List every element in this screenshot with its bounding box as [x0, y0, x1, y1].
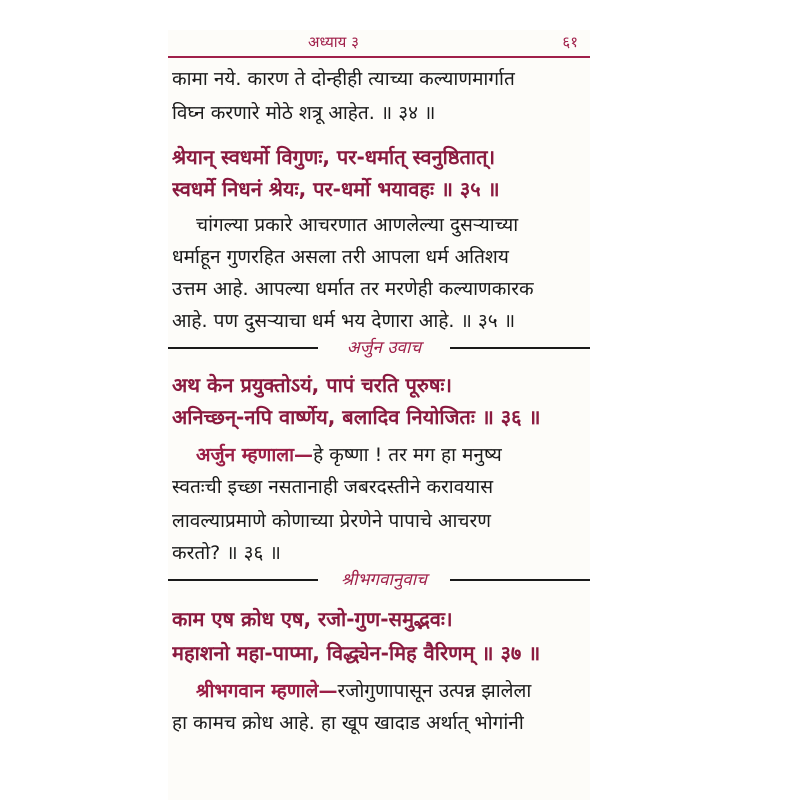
divider-label: अर्जुन उवाच	[346, 338, 422, 358]
text-line: उत्तम आहे. आपल्या धर्मात तर मरणेही कल्याणकारक	[172, 278, 534, 300]
text-line: विघ्न करणारे मोठे शत्रू आहेत. ॥ ३४ ॥	[172, 102, 436, 124]
speaker-label: श्रीभगवान म्हणाले—	[196, 680, 338, 702]
verse-line: अनिच्छन्-नपि वार्ष्णेय, बलादिव नियोजितः ॥ ३६ ॥	[172, 405, 541, 429]
text-line: हा कामच क्रोध आहे. हा खूप खादाड अर्थात् भोगांनी	[172, 712, 524, 734]
text-line: चांगल्या प्रकारे आचरणात आणलेल्या दुसऱ्याच्या	[196, 214, 519, 236]
text-line: कामा नये. कारण ते दोन्हीही त्याच्या कल्याणमार्गात	[172, 68, 515, 90]
verse-line: महाशनो महा-पाप्मा, विद्ध्येन-मिह वैरिणम् ॥ ३७ ॥	[172, 641, 541, 665]
section-divider	[168, 568, 590, 592]
header-rule	[168, 56, 590, 58]
verse-line: अथ केन प्रयुक्तोऽयं, पापं चरति पूरुषः।	[172, 373, 453, 397]
text-line: लावल्याप्रमाणे कोणाच्या प्रेरणेने पापाचे आचरण	[172, 510, 491, 532]
text-line: धर्माहून गुणरहित असला तरी आपला धर्म अतिशय	[172, 246, 509, 268]
verse-line: काम एष क्रोध एष, रजो-गुण-समुद्भवः।	[172, 607, 453, 631]
text-line: करतो? ॥ ३६ ॥	[172, 542, 281, 564]
text-line: स्वतःची इच्छा नसतानाही जबरदस्तीने करावयास	[172, 476, 494, 498]
text-line: आहे. पण दुसऱ्याचा धर्म भय देणारा आहे. ॥ ३५ ॥	[172, 310, 516, 332]
text-fragment: रजोगुणापासून उत्पन्न झालेला	[337, 680, 532, 702]
divider-label: श्रीभगवानुवाच	[341, 570, 427, 590]
text-fragment: हे कृष्णा ! तर मग हा मनुष्य	[313, 444, 502, 466]
page-number: ६१	[562, 33, 578, 51]
verse-line: स्वधर्मे निधनं श्रेयः, पर-धर्मो भयावहः ॥ ३५ ॥	[172, 177, 500, 201]
text-line	[196, 442, 616, 468]
page-header	[168, 30, 590, 56]
chapter-title: अध्याय ३	[308, 33, 359, 51]
section-divider	[168, 336, 590, 360]
speaker-label: अर्जुन म्हणाला—	[196, 444, 314, 466]
text-line	[196, 678, 616, 704]
verse-line: श्रेयान् स्वधर्मो विगुणः, पर-धर्मात् स्वनुष्ठितात्।	[172, 145, 496, 169]
